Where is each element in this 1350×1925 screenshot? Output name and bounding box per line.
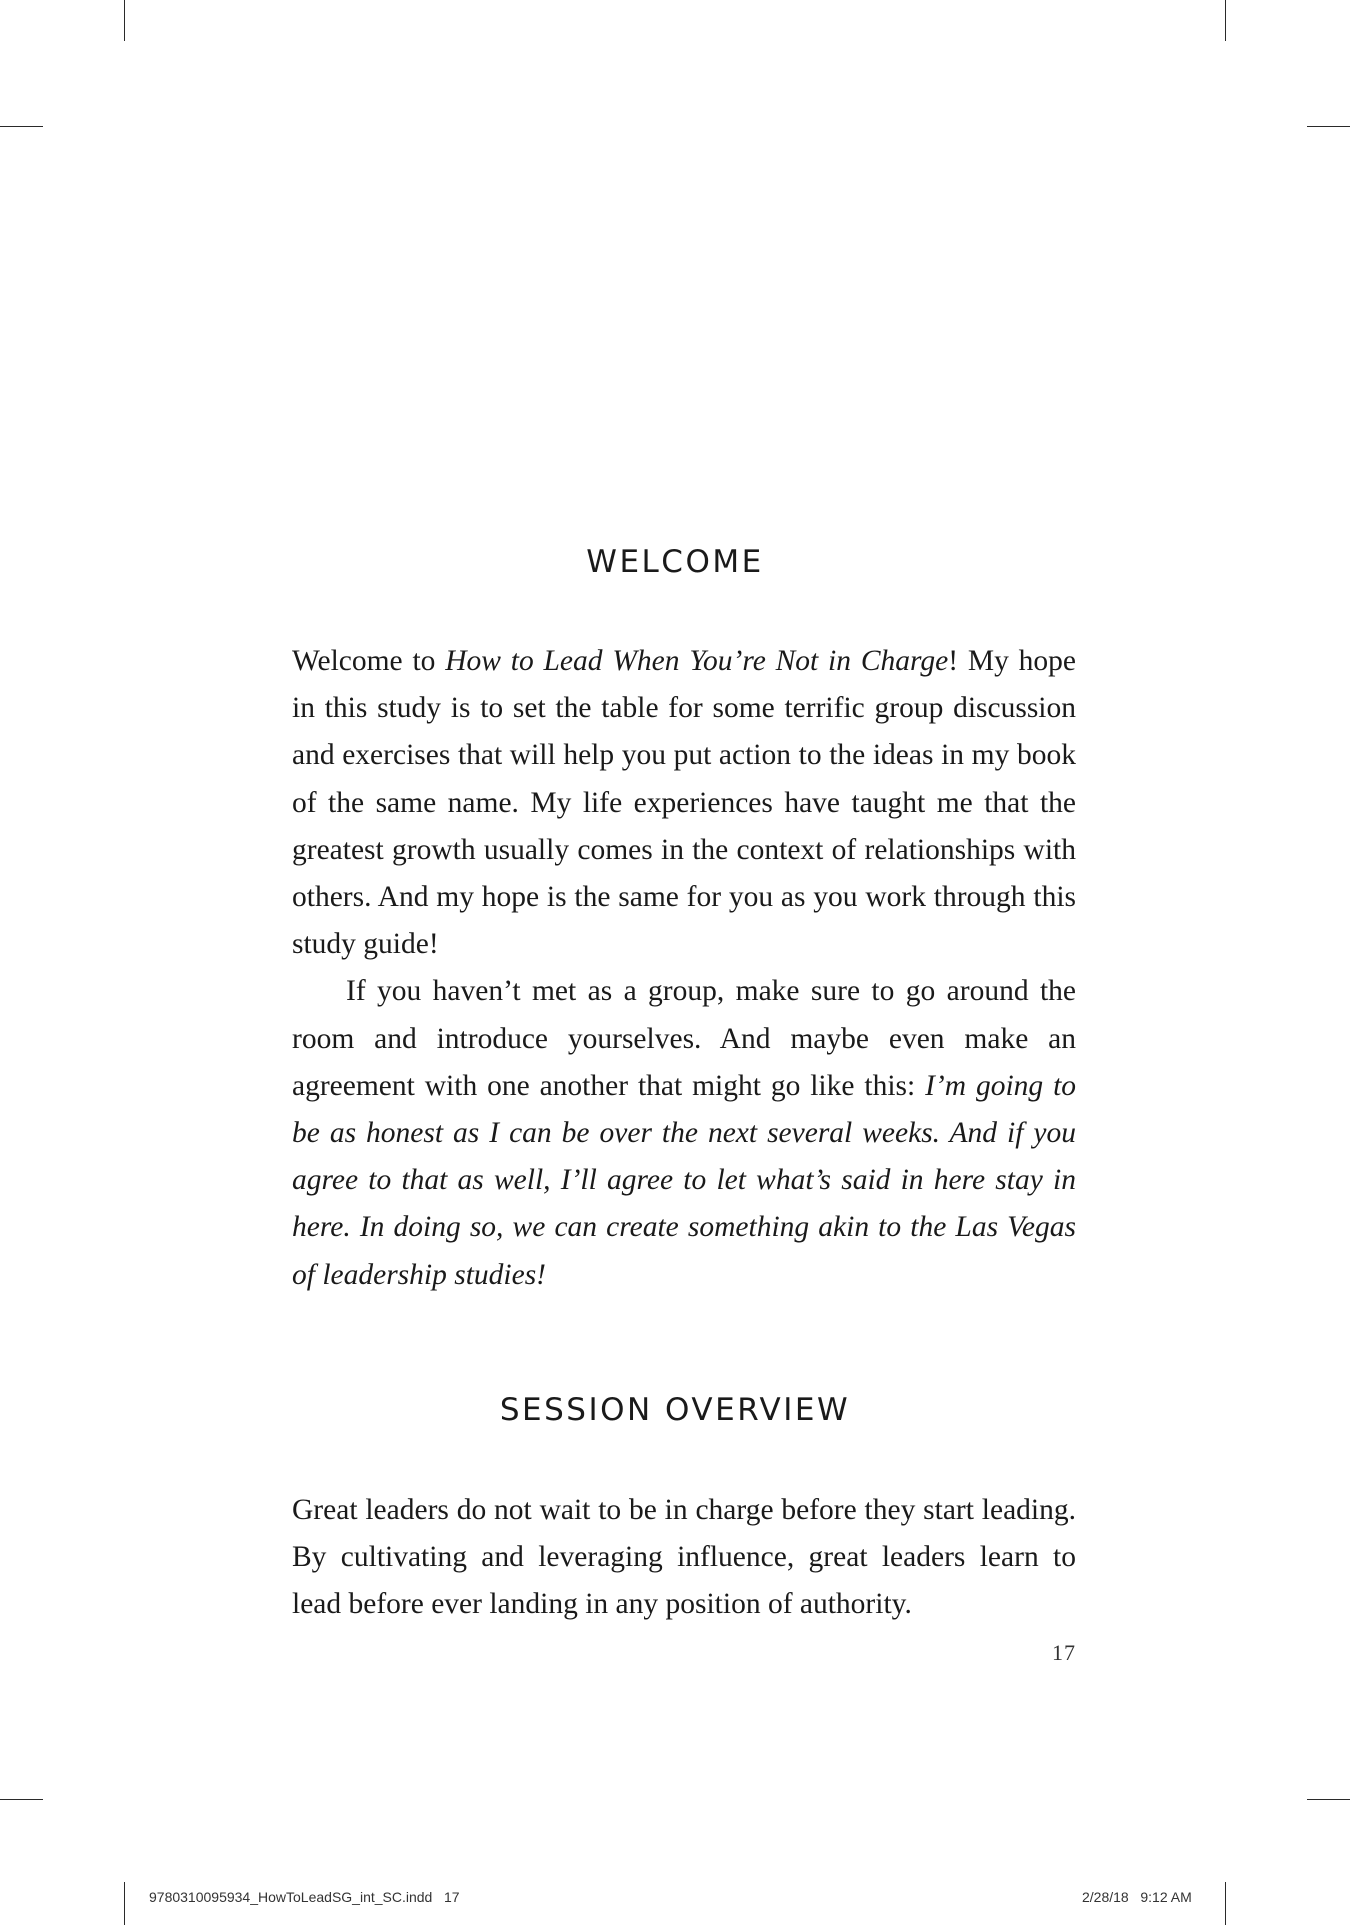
welcome-body: [292, 638, 1076, 1299]
crop-mark-bottom-right: [1225, 1882, 1226, 1925]
crop-mark-top-left: [124, 0, 125, 41]
crop-mark-right-bottom: [1307, 1799, 1350, 1800]
welcome-paragraph-2: [292, 968, 1076, 1298]
session-overview-body: [292, 1487, 1076, 1629]
crop-mark-right-top: [1307, 126, 1350, 127]
slug-filename: 9780310095934_HowToLeadSG_int_SC.indd 17: [149, 1889, 460, 1905]
crop-mark-bottom-left: [124, 1882, 125, 1925]
crop-mark-left-bottom: [0, 1799, 43, 1800]
book-title: How to Lead When You’re Not in Charge: [445, 645, 949, 677]
welcome-p1-rest: ! My hope in this study is to set the table for some terrific group discussion and exercises that will help you put action to the ideas in my book of the same name. My life experiences have taught me that the greatest growth usually comes in the context of relationships with others. And my hope is the same for you as you work through this study guide!: [292, 645, 1077, 961]
agreement-quote: I’m going to be as honest as I can be over the next several weeks. And if you agree to that as well, I’ll agree to let what’s said in here stay in here. In doing so, we can create something akin to the Las Vegas of leadership studies!: [292, 1069, 1077, 1291]
welcome-p1-intro: Welcome to: [292, 645, 446, 677]
welcome-heading: WELCOME: [586, 544, 764, 580]
page-number: 17: [1052, 1640, 1076, 1665]
welcome-p2-intro: If you haven’t met as a group, make sure to go around the room and introduce yourselves. And maybe even make an agreement with one another that might go like this:: [292, 975, 1076, 1102]
crop-mark-left-top: [0, 126, 43, 127]
crop-mark-top-right: [1225, 0, 1226, 41]
slug-timestamp: 2/28/18 9:12 AM: [1082, 1889, 1192, 1905]
session-overview-heading: SESSION OVERVIEW: [499, 1392, 851, 1428]
welcome-paragraph-1: [292, 638, 1076, 968]
session-overview-paragraph-1: Great leaders do not wait to be in charge before they start leading. By cultivating and leveraging influence, great leaders learn to lead before ever landing in any position of authority.: [292, 1494, 1076, 1621]
